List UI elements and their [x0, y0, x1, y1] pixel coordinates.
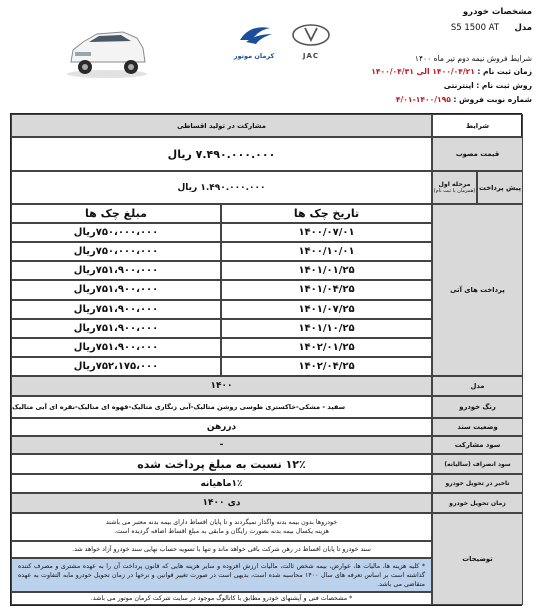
cancellation-profit-label: سود انصراف (سالیانه) [432, 454, 523, 474]
cheque-date-cell: ۱۴۰۲/۰۴/۲۵ [221, 357, 432, 376]
notes-label: توضیحات [432, 513, 523, 605]
sale-number-label: شماره نوبت فروش : [453, 95, 532, 104]
registration-method [444, 81, 532, 90]
delivery-time-label: زمان تحویل خودرو [432, 493, 523, 513]
kerman-motor-emblem-icon [230, 22, 278, 48]
model-row-label: مدل [432, 376, 523, 396]
conditions-value: مشارکت در تولید اقساطی [11, 114, 432, 137]
sale-number-value: ۱۴۰۰/۱۹۵-۴/۰۱ [395, 95, 451, 104]
jac-logo [285, 22, 337, 60]
cheque-date-cell: ۱۴۰۰/۱۰/۰۱ [221, 242, 432, 261]
model-row-value: ۱۴۰۰ [11, 376, 432, 396]
jac-emblem-icon [285, 22, 337, 48]
prepayment-label: پیش پرداخت [477, 171, 523, 204]
registration-time-label: زمان ثبت نام : [477, 67, 532, 76]
color-label: رنگ خودرو [432, 396, 523, 418]
note-specs: * مشخصات فنی و آپشنهای خودرو مطابق با کاتالوگ موجود در سایت شرکت کرمان موتور می باشد. [11, 592, 432, 605]
first-stage-cell [432, 171, 477, 204]
sales-conditions-table [10, 113, 522, 606]
first-stage-sub: (همزمان با ثبت نام) [433, 188, 476, 194]
cheque-amount-cell: ۷۵۰،۰۰۰،۰۰۰ریال [11, 242, 221, 261]
cheque-date-cell: ۱۴۰۲/۰۱/۲۵ [221, 338, 432, 357]
note-costs: * کلیه هزینه ها، مالیات ها، عوارض، بیمه شخص ثالث، مالیات ارزش افزوده و سایر هزینه هایی که قانون پرداخت آن را به عهده مشتری و مصرف کننده گذاشته است بر اساس تعرفه های سال ۱۴۰۰ محاسبه شده است، بدیهی است در صورت تغییر قوانین و نرخها در زمان تحویل خودرو مابه التفاوت به عهده متقاضی می باشد. [11, 558, 432, 592]
kerman-motor-logo-text: کرمان موتور [233, 52, 275, 60]
delivery-delay-value: ۱٪ماهیانه [11, 474, 432, 493]
sale-conditions-title: شرایط فروش نیمه دوم تیر ماه ۱۴۰۰ [414, 54, 532, 63]
cheque-amount-cell: ۷۵۱،۹۰۰،۰۰۰ریال [11, 300, 221, 319]
cancellation-profit-value: ۱۲٪ نسبت به مبلغ پرداخت شده [11, 454, 432, 474]
color-value: سفید - مشکی-خاکستری طوسی روشن متالیک-آبی زنگاری متالیک-قهوه ای متالیک-نقره ای آبی متالیک [11, 396, 432, 418]
document-status-value: دررهن [11, 418, 432, 436]
registration-time-value: ۱۴۰۰/۰۴/۲۱ الی ۱۴۰۰/۰۴/۳۱ [371, 67, 475, 76]
partnership-profit-value: - [11, 436, 432, 454]
model-value: S5 1500 AT [450, 23, 500, 33]
approved-price-label: قیمت مصوب [432, 137, 523, 171]
delivery-delay-label: تاخیر در تحویل خودرو [432, 474, 523, 493]
registration-method-label: روش ثبت نام : [476, 81, 532, 90]
cheque-amount-cell: ۷۵۰،۰۰۰،۰۰۰ریال [11, 223, 221, 242]
notes-insurance [11, 513, 432, 541]
cheque-amount-cell: ۷۵۱،۹۰۰،۰۰۰ریال [11, 338, 221, 357]
car-image [63, 12, 151, 84]
cheque-date-cell: ۱۴۰۱/۰۴/۲۵ [221, 280, 432, 299]
cheque-date-cell: ۱۴۰۱/۰۷/۲۵ [221, 300, 432, 319]
approved-price-value: ۷.۴۹۰.۰۰۰.۰۰۰ ریال [11, 137, 432, 171]
note-insurance-1: خودروها بدون بیمه بدنه واگذار نمیگردند و تا پایان اقساط دارای بیمه بدنه معتبر می باشند [105, 519, 338, 526]
note-document: سند خودرو تا پایان اقساط در رهن شرکت باقی خواهد ماند و تنها با تسویه حساب نهایی سند خودرو آزاد خواهد شد. [11, 541, 432, 558]
kerman-motor-logo [230, 22, 278, 60]
jac-logo-text: JAC [302, 52, 320, 60]
cheque-date-cell: ۱۴۰۱/۰۱/۲۵ [221, 261, 432, 280]
partnership-profit-label: سود مشارکت [432, 436, 523, 454]
cheque-amount-cell: ۷۵۱،۹۰۰،۰۰۰ریال [11, 280, 221, 299]
cheque-date-cell: ۱۴۰۰/۰۷/۰۱ [221, 223, 432, 242]
sale-number [396, 95, 532, 104]
cheque-date-cell: ۱۴۰۱/۱۰/۲۵ [221, 319, 432, 338]
cheque-date-header: تاریخ چک ها [221, 204, 432, 223]
note-insurance-2: هزینه یکسال بیمه بدنه بصورت رایگان و مابقی به مبلغ اقساط اضافه گردیده است. [114, 528, 329, 535]
delivery-time-value: دی ۱۴۰۰ [11, 493, 432, 513]
model-label: مدل [514, 23, 532, 33]
model-line [451, 23, 532, 33]
registration-time [371, 67, 532, 76]
cheque-amount-cell: ۷۵۲،۱۷۵،۰۰۰ریال [11, 357, 221, 376]
first-stage-label: مرحله اول [438, 181, 471, 188]
page-title: مشخصات خودرو [462, 7, 532, 17]
cheque-amount-header: مبلغ چک ها [11, 204, 221, 223]
cheque-amount-cell: ۷۵۱،۹۰۰،۰۰۰ریال [11, 319, 221, 338]
registration-method-value: اینترنتی [443, 81, 474, 90]
future-payments-label: پرداخت های آتی [432, 204, 523, 376]
first-stage-value: ۱.۴۹۰.۰۰۰.۰۰۰ ریال [11, 171, 432, 204]
conditions-label: شرایط [432, 114, 523, 137]
cheque-amount-cell: ۷۵۱،۹۰۰،۰۰۰ریال [11, 261, 221, 280]
document-status-label: وضعیت سند [432, 418, 523, 436]
